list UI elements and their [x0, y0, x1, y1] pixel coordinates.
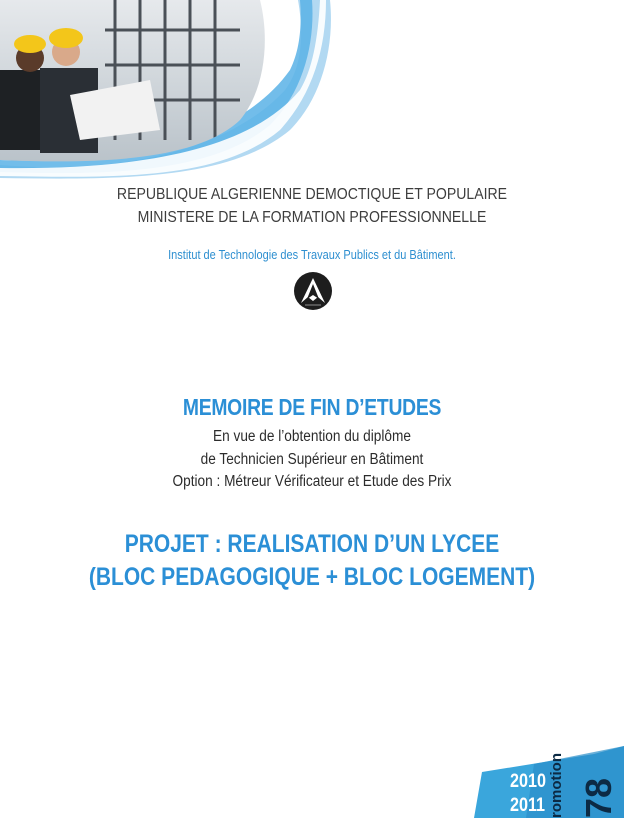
- project-line-2: (BLOC PEDAGOGIQUE + BLOC LOGEMENT): [88, 563, 536, 591]
- institute-logo: [292, 270, 334, 312]
- republic-line: REPUBLIQUE ALGERIENNE DEMOCTIQUE ET POPULAIRE: [116, 186, 508, 203]
- promotion-year-2: 2011: [510, 795, 546, 816]
- project-title: [50, 528, 574, 594]
- ministry-heading: [37, 183, 586, 229]
- institute-name: Institut de Technologie des Travaux Publics et du Bâtiment.: [168, 248, 456, 262]
- engineers-photo: [0, 0, 290, 165]
- promotion-years: [510, 770, 546, 818]
- ministry-line: MINISTERE DE LA FORMATION PROFESSIONNELLE: [137, 209, 487, 226]
- memoire-description: [37, 426, 586, 494]
- promotion-number: 78: [578, 777, 619, 818]
- promotion-year-1: 2010: [510, 771, 546, 792]
- memoire-title: MEMOIRE DE FIN D’ETUDES: [182, 394, 442, 420]
- promotion-label: romotion: [548, 753, 565, 818]
- memoire-line-1: En vue de l’obtention du diplôme: [213, 428, 411, 445]
- memoire-line-3: Option : Métreur Vérificateur et Etude des Prix: [172, 473, 452, 490]
- project-line-1: PROJET : REALISATION D’UN LYCEE: [124, 530, 500, 558]
- memoire-line-2: de Technicien Supérieur en Bâtiment: [200, 450, 424, 468]
